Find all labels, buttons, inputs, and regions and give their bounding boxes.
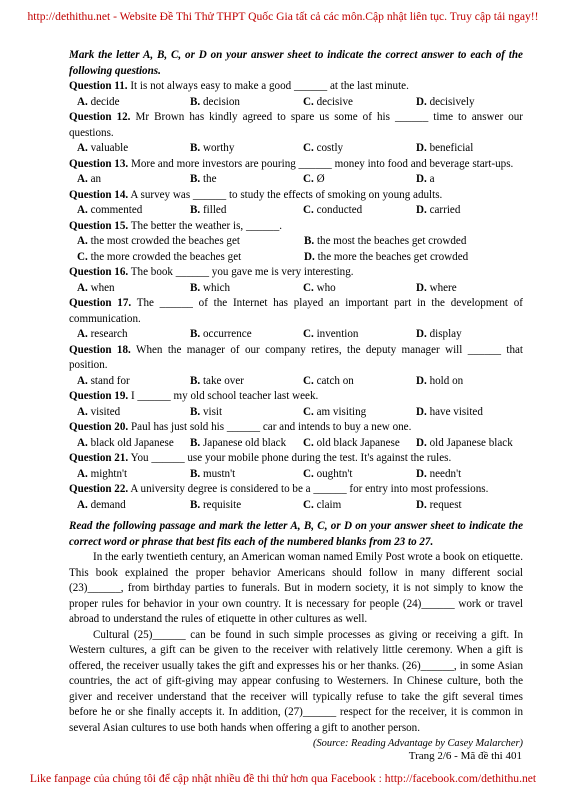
answer-option[interactable] bbox=[69, 467, 182, 483]
answer-option[interactable] bbox=[69, 203, 182, 219]
option-letter: D. bbox=[416, 374, 427, 387]
question-label: Question 14. bbox=[69, 188, 129, 201]
option-letter: D. bbox=[416, 436, 427, 449]
answer-option[interactable] bbox=[295, 467, 408, 483]
option-text: a bbox=[429, 173, 435, 185]
option-letter: D. bbox=[416, 204, 427, 216]
option-letter: A. bbox=[77, 95, 88, 108]
question-label: Question 12. bbox=[69, 111, 131, 123]
options-row bbox=[69, 467, 523, 483]
question-label: Question 18. bbox=[69, 343, 131, 356]
question-label: Question 19. bbox=[69, 390, 129, 402]
option-letter: D. bbox=[416, 498, 427, 511]
option-letter: B. bbox=[190, 405, 201, 418]
option-text: the more the beaches get crowded bbox=[317, 250, 469, 263]
answer-option[interactable] bbox=[408, 436, 521, 452]
options-row bbox=[69, 203, 523, 219]
question-label: Question 15. bbox=[69, 219, 129, 232]
answer-option[interactable] bbox=[69, 172, 182, 188]
question-stem bbox=[69, 265, 523, 281]
passage-paragraph-2: Cultural (25)______ can be found in such simple processes as giving or receiving a gift. In Western cultures, a gift can be given to the receiver with relatively little ceremony. When a gift is offered, the receiver usually takes the gift and expresses his or her thanks. (26)______, in some Asian countries, the act of gift-giving may appear confusing to Westerners. In Chinese culture, both the giver and receiver understand that the receiver will typically refuse to take the gift several times before he or she finally accepts it. In addition, (27)______ respect for the receiver, it is common in several Asian cultures to use both hands when offering a gift to another person. bbox=[69, 628, 523, 734]
option-text: Ø bbox=[316, 173, 325, 185]
question-stem bbox=[69, 79, 523, 95]
options-row bbox=[69, 374, 523, 390]
option-letter: A. bbox=[77, 204, 88, 216]
answer-option[interactable] bbox=[182, 95, 295, 111]
answer-option[interactable] bbox=[182, 405, 295, 421]
question-stem bbox=[69, 296, 523, 327]
option-letter: B. bbox=[190, 281, 201, 294]
answer-option[interactable] bbox=[295, 141, 408, 157]
question-stem bbox=[69, 188, 523, 204]
option-letter: B. bbox=[190, 204, 201, 216]
option-text: display bbox=[429, 328, 462, 340]
option-text: the most crowded the beaches get bbox=[90, 235, 240, 247]
question-item bbox=[69, 389, 523, 420]
question-item bbox=[69, 420, 523, 451]
options-row bbox=[69, 327, 523, 343]
answer-option[interactable] bbox=[295, 498, 408, 514]
option-text: decisively bbox=[429, 95, 475, 108]
answer-option[interactable] bbox=[295, 436, 408, 452]
question-text: It is not always easy to make a good ______ at the last minute. bbox=[130, 80, 409, 92]
option-letter: C. bbox=[303, 95, 314, 108]
option-letter: B. bbox=[190, 173, 201, 185]
option-text: the more crowded the beaches get bbox=[90, 250, 242, 263]
option-text: decisive bbox=[316, 95, 353, 108]
answer-option[interactable] bbox=[182, 498, 295, 514]
option-letter: C. bbox=[303, 173, 314, 185]
option-letter: D. bbox=[416, 328, 427, 340]
question-stem bbox=[69, 420, 523, 436]
option-letter: B. bbox=[190, 498, 201, 511]
option-letter: B. bbox=[190, 374, 201, 387]
option-text: old black Japanese bbox=[316, 436, 400, 449]
option-letter: A. bbox=[77, 235, 88, 247]
options-row bbox=[69, 250, 523, 266]
option-text: costly bbox=[316, 142, 344, 154]
question-text: I ______ my old school teacher last week. bbox=[130, 390, 319, 402]
answer-option[interactable] bbox=[69, 281, 182, 297]
question-item bbox=[69, 188, 523, 219]
header-link[interactable]: http://dethithu.net - Website Đề Thi Thử THPT Quốc Gia tất cả các môn.Cập nhật liên tục. Truy cập tải ngay!! bbox=[27, 10, 539, 23]
options-row bbox=[69, 498, 523, 514]
answer-option[interactable] bbox=[69, 234, 296, 250]
answer-option[interactable] bbox=[295, 281, 408, 297]
answer-option[interactable] bbox=[295, 405, 408, 421]
question-item bbox=[69, 265, 523, 296]
option-letter: A. bbox=[77, 436, 88, 449]
option-letter: D. bbox=[416, 405, 427, 418]
question-stem bbox=[69, 482, 523, 498]
answer-option[interactable] bbox=[408, 498, 521, 514]
answer-option[interactable] bbox=[182, 467, 295, 483]
page-number: Trang 2/6 - Mã đề thi 401 bbox=[408, 750, 522, 762]
question-stem bbox=[69, 110, 523, 141]
answer-option[interactable] bbox=[296, 234, 523, 250]
option-text: hold on bbox=[429, 374, 464, 387]
answer-option[interactable] bbox=[295, 327, 408, 343]
option-text: invention bbox=[316, 328, 359, 340]
answer-option[interactable] bbox=[69, 141, 182, 157]
answer-option[interactable] bbox=[69, 95, 182, 111]
option-letter: C. bbox=[303, 204, 314, 216]
question-item bbox=[69, 296, 523, 343]
option-letter: D. bbox=[416, 95, 427, 108]
question-text: When the manager of our company retires, the deputy manager will ______ that position. bbox=[69, 343, 523, 371]
option-text: black old Japanese bbox=[90, 436, 174, 449]
question-label: Question 17. bbox=[69, 297, 132, 309]
question-text: The book ______ you gave me is very interesting. bbox=[130, 266, 354, 278]
option-text: the bbox=[202, 173, 217, 185]
page-content bbox=[69, 48, 523, 752]
question-item bbox=[69, 482, 523, 513]
option-letter: A. bbox=[77, 281, 88, 294]
answer-option[interactable] bbox=[408, 374, 521, 390]
option-letter: C. bbox=[303, 328, 314, 340]
answer-option[interactable] bbox=[295, 95, 408, 111]
option-text: Japanese old black bbox=[202, 436, 287, 449]
option-letter: C. bbox=[303, 467, 314, 480]
answer-option[interactable] bbox=[408, 405, 521, 421]
option-text: the most the beaches get crowded bbox=[316, 235, 467, 247]
answer-option[interactable] bbox=[408, 281, 521, 297]
question-text: The ______ of the Internet has played an important part in the development of communication. bbox=[69, 297, 523, 325]
option-text: oughtn't bbox=[316, 467, 353, 480]
option-letter: B. bbox=[190, 95, 201, 108]
options-row bbox=[69, 436, 523, 452]
option-letter: C. bbox=[303, 436, 314, 449]
option-letter: B. bbox=[190, 328, 201, 340]
option-text: have visited bbox=[429, 405, 483, 418]
answer-option[interactable] bbox=[295, 203, 408, 219]
option-text: commented bbox=[90, 204, 143, 216]
option-letter: D. bbox=[304, 250, 315, 263]
option-letter: D. bbox=[416, 142, 427, 154]
options-row bbox=[69, 234, 523, 250]
option-text: needn't bbox=[429, 467, 462, 480]
question-item bbox=[69, 451, 523, 482]
option-text: am visiting bbox=[316, 405, 367, 418]
option-text: valuable bbox=[90, 142, 129, 154]
option-text: catch on bbox=[316, 374, 354, 387]
question-label: Question 20. bbox=[69, 421, 129, 433]
option-text: which bbox=[202, 281, 231, 294]
option-letter: B. bbox=[190, 142, 201, 154]
option-letter: B. bbox=[190, 467, 201, 480]
question-stem bbox=[69, 389, 523, 405]
option-text: carried bbox=[429, 204, 461, 216]
answer-option[interactable] bbox=[69, 436, 182, 452]
option-letter: C. bbox=[303, 281, 314, 294]
option-letter: C. bbox=[303, 498, 314, 511]
question-text: A university degree is considered to be a ______ for entry into most professions. bbox=[130, 483, 489, 495]
passage-paragraph-1: In the early twentieth century, an American woman named Emily Post wrote a book on etiquette. This book explained the proper behavior Americans should follow in many different social (23)______, from birthday parties to funerals. But in modern society, it is not simply to know the proper rules for behavior in your own country. It is necessary for people (24)______ work or travel abroad to understand the rules of etiquette in other cultures as well. bbox=[69, 551, 523, 625]
options-row bbox=[69, 405, 523, 421]
answer-option[interactable] bbox=[69, 498, 182, 514]
question-item bbox=[69, 157, 523, 188]
option-letter: B. bbox=[190, 436, 201, 449]
option-text: request bbox=[429, 498, 462, 511]
option-text: when bbox=[90, 281, 115, 294]
option-text: occurrence bbox=[202, 328, 252, 340]
option-text: stand for bbox=[90, 374, 130, 387]
option-letter: D. bbox=[416, 467, 427, 480]
option-text: claim bbox=[316, 498, 342, 511]
answer-option[interactable] bbox=[182, 436, 295, 452]
option-text: demand bbox=[90, 498, 126, 511]
option-text: mustn't bbox=[202, 467, 236, 480]
options-row bbox=[69, 281, 523, 297]
option-text: visited bbox=[90, 405, 121, 418]
question-item bbox=[69, 219, 523, 266]
question-text: A survey was ______ to study the effects of smoking on young adults. bbox=[130, 188, 443, 201]
answer-option[interactable] bbox=[408, 467, 521, 483]
answer-option[interactable] bbox=[69, 374, 182, 390]
question-item bbox=[69, 79, 523, 110]
option-text: decide bbox=[90, 95, 120, 108]
answer-option[interactable] bbox=[182, 141, 295, 157]
option-letter: C. bbox=[303, 405, 314, 418]
answer-option[interactable] bbox=[408, 141, 521, 157]
option-text: conducted bbox=[316, 204, 363, 216]
question-text: Mr Brown has kindly agreed to spare us some of his ______ time to answer our questions. bbox=[69, 111, 523, 139]
answer-option[interactable] bbox=[296, 250, 523, 266]
answer-option[interactable] bbox=[69, 250, 296, 266]
instruction-1: Mark the letter A, B, C, or D on your answer sheet to indicate the correct answer to each of the following questions. bbox=[69, 49, 523, 77]
answer-option[interactable] bbox=[408, 172, 521, 188]
option-letter: C. bbox=[77, 250, 88, 263]
option-text: mightn't bbox=[90, 467, 128, 480]
question-list bbox=[69, 79, 523, 513]
instruction-2: Read the following passage and mark the letter A, B, C, or D on your answer sheet to indicate the correct word or phrase that best fits each of the numbered blanks from 23 to 27. bbox=[69, 520, 523, 548]
question-text: Paul has just sold his ______ car and intends to buy a new one. bbox=[130, 421, 412, 433]
option-text: filled bbox=[202, 204, 227, 216]
answer-option[interactable] bbox=[295, 374, 408, 390]
option-text: who bbox=[316, 281, 336, 294]
passage-source: (Source: Reading Advantage by Casey Malarcher) bbox=[313, 738, 523, 749]
answer-option[interactable] bbox=[182, 374, 295, 390]
option-letter: A. bbox=[77, 374, 88, 387]
answer-option[interactable] bbox=[182, 172, 295, 188]
question-stem bbox=[69, 219, 523, 235]
option-text: visit bbox=[202, 405, 223, 418]
answer-option[interactable] bbox=[408, 327, 521, 343]
option-text: research bbox=[90, 328, 128, 340]
option-letter: A. bbox=[77, 142, 88, 154]
options-row bbox=[69, 95, 523, 111]
option-letter: D. bbox=[416, 173, 427, 185]
question-label: Question 13. bbox=[69, 157, 129, 170]
option-text: where bbox=[429, 281, 457, 294]
option-letter: A. bbox=[77, 467, 88, 480]
option-letter: A. bbox=[77, 173, 88, 185]
option-text: requisite bbox=[202, 498, 242, 511]
question-label: Question 22. bbox=[69, 483, 129, 495]
question-stem bbox=[69, 157, 523, 173]
option-text: take over bbox=[202, 374, 244, 387]
answer-option[interactable] bbox=[182, 203, 295, 219]
answer-option[interactable] bbox=[408, 95, 521, 111]
option-text: old Japanese black bbox=[429, 436, 513, 449]
option-text: an bbox=[90, 173, 102, 185]
option-letter: A. bbox=[77, 328, 88, 340]
answer-option[interactable] bbox=[69, 405, 182, 421]
options-row bbox=[69, 172, 523, 188]
option-text: beneficial bbox=[429, 142, 474, 154]
option-letter: D. bbox=[416, 281, 427, 294]
option-letter: A. bbox=[77, 498, 88, 511]
option-text: decision bbox=[202, 95, 240, 108]
question-stem bbox=[69, 451, 523, 467]
answer-option[interactable] bbox=[69, 327, 182, 343]
question-text: The better the weather is, ______. bbox=[130, 219, 283, 232]
answer-option[interactable] bbox=[408, 203, 521, 219]
question-item bbox=[69, 110, 523, 157]
answer-option[interactable] bbox=[182, 327, 295, 343]
question-text: More and more investors are pouring ______ money into food and beverage start-ups. bbox=[130, 157, 514, 170]
options-row bbox=[69, 141, 523, 157]
question-text: You ______ use your mobile phone during the test. It's against the rules. bbox=[130, 452, 452, 464]
question-stem bbox=[69, 343, 523, 374]
question-label: Question 21. bbox=[69, 452, 129, 464]
option-text: worthy bbox=[202, 142, 235, 154]
option-letter: C. bbox=[303, 142, 314, 154]
question-item bbox=[69, 343, 523, 390]
answer-option[interactable] bbox=[295, 172, 408, 188]
footer-link[interactable]: Like fanpage của chúng tôi để cập nhật nhiều đề thi thử hơn qua Facebook : http://facebook.com/dethithu.net bbox=[29, 772, 537, 785]
option-letter: B. bbox=[304, 235, 315, 247]
option-letter: A. bbox=[77, 405, 88, 418]
question-label: Question 16. bbox=[69, 266, 129, 278]
option-letter: C. bbox=[303, 374, 314, 387]
answer-option[interactable] bbox=[182, 281, 295, 297]
question-label: Question 11. bbox=[69, 80, 128, 92]
